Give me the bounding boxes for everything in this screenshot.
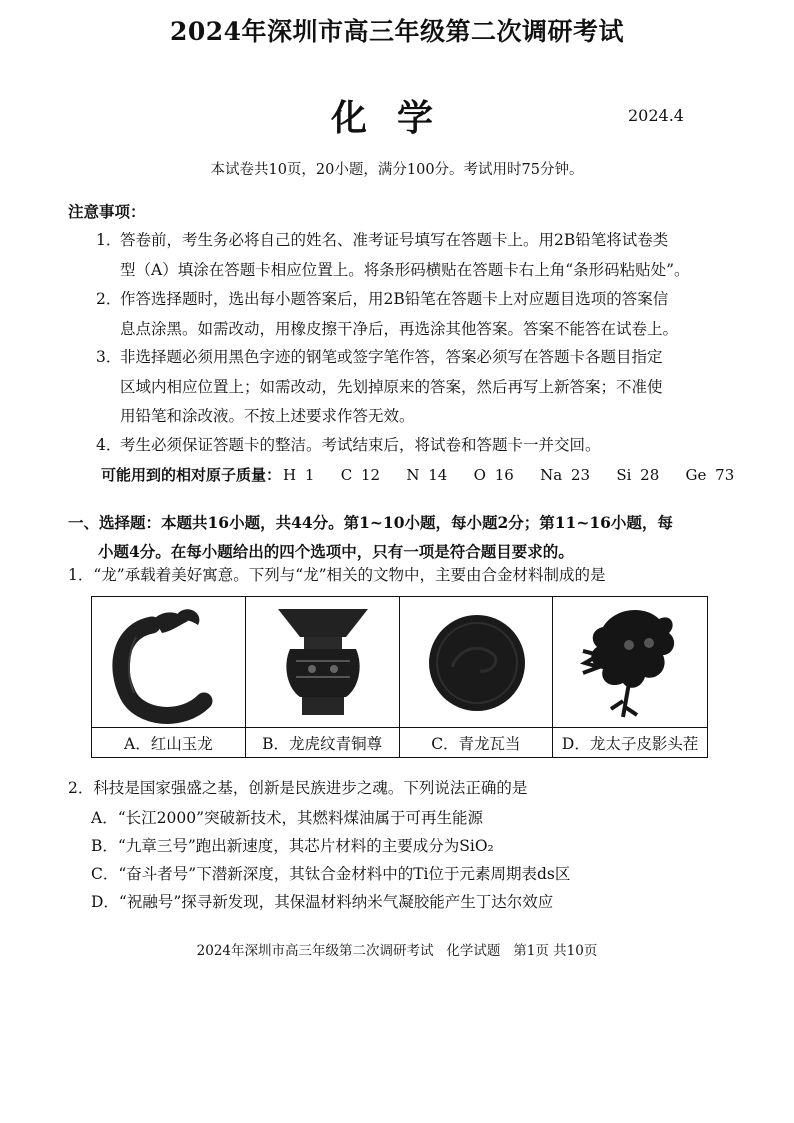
notice-line: 非选择题必须用黑色字迹的钢笔或签字笔作答，答案必须写在答题卡各题目指定 [120,348,663,366]
notice-heading: 注意事项： [68,202,146,221]
section-line: 小题4分。在每小题给出的四个选项中，只有一项是符合题目要求的。 [98,542,574,561]
notice-line: 用铅笔和涂改液。不按上述要求作答无效。 [120,407,415,425]
notice-number: 2． [96,290,122,308]
notice-number: 3． [96,348,122,366]
question-2-option-c: C．“奋斗者号”下潜新深度，其钛合金材料中的Ti位于元素周期表ds区 [91,865,571,883]
exam-info: 本试卷共10页，20小题，满分100分。考试用时75分钟。 [210,162,584,178]
atomic-masses-values: H 1 C 12 N 14 O 16 Na 23 Si 28 Ge 73 [283,466,735,484]
notice-number: 1． [96,231,122,249]
notice-line: 型（A）填涂在答题卡相应位置上。将条形码横贴在答题卡右上角“条形码粘贴处”。 [120,260,690,279]
option-b-caption: B．龙虎纹青铜尊 [246,727,400,757]
question-2-option-a: A．“长江2000”突破新技术，其燃料煤油属于可再生能源 [91,809,483,827]
exam-date: 2024.4 [628,106,684,125]
tile-end-image [400,597,554,727]
notice-item-2 [96,285,716,344]
atomic-masses-label: 可能用到的相对原子质量： [101,466,282,484]
notice-item-4 [96,431,716,461]
page-footer: 2024年深圳市高三年级第二次调研考试 化学试题 第1页 共10页 [196,943,598,959]
atomic-masses [101,464,734,485]
shadow-puppet-image [553,597,707,727]
notice-item-3 [96,343,716,432]
notice-number: 4． [96,436,122,454]
option-a-caption: A．红山玉龙 [92,727,246,757]
jade-dragon-image [92,597,246,727]
notice-line: 息点涂黑。如需改动，用橡皮擦干净后，再选涂其他答案。答案不能答在试卷上。 [120,319,679,338]
question-1-stem: 1．“龙”承载着美好寓意。下列与“龙”相关的文物中，主要由合金材料制成的是 [68,566,606,584]
question-2-option-b: B．“九章三号”跑出新速度，其芯片材料的主要成分为SiO₂ [91,837,494,855]
notice-line: 区域内相应位置上；如需改动，先划掉原来的答案，然后再写上新答案；不准使 [120,377,663,396]
section-heading [68,508,704,566]
notice-item-1 [96,226,716,285]
notice-line: 作答选择题时，选出每小题答案后，用2B铅笔在答题卡上对应题目选项的答案信 [120,290,669,308]
option-c-caption: C．青龙瓦当 [400,727,554,757]
notice-line: 答卷前，考生务必将自己的姓名、准考证号填写在答题卡上。用2B铅笔将试卷类 [120,231,669,249]
section-line: 一、选择题：本题共16小题，共44分。第1~10小题，每小题2分；第11~16小题，每 [68,513,673,532]
question-2-stem: 2．科技是国家强盛之基，创新是民族进步之魂。下列说法正确的是 [68,779,528,797]
question-2-option-d: D．“祝融号”探寻新发现，其保温材料纳米气凝胶能产生丁达尔效应 [91,893,554,911]
question-1-options-table [91,596,708,758]
bronze-vessel-image [246,597,400,727]
subject-title: 化学 [330,97,463,139]
exam-title: 2024年深圳市高三年级第二次调研考试 [169,17,625,46]
notice-line: 考生必须保证答题卡的整洁。考试结束后，将试卷和答题卡一并交回。 [120,436,601,454]
option-d-caption: D．龙太子皮影头茬 [553,727,707,757]
